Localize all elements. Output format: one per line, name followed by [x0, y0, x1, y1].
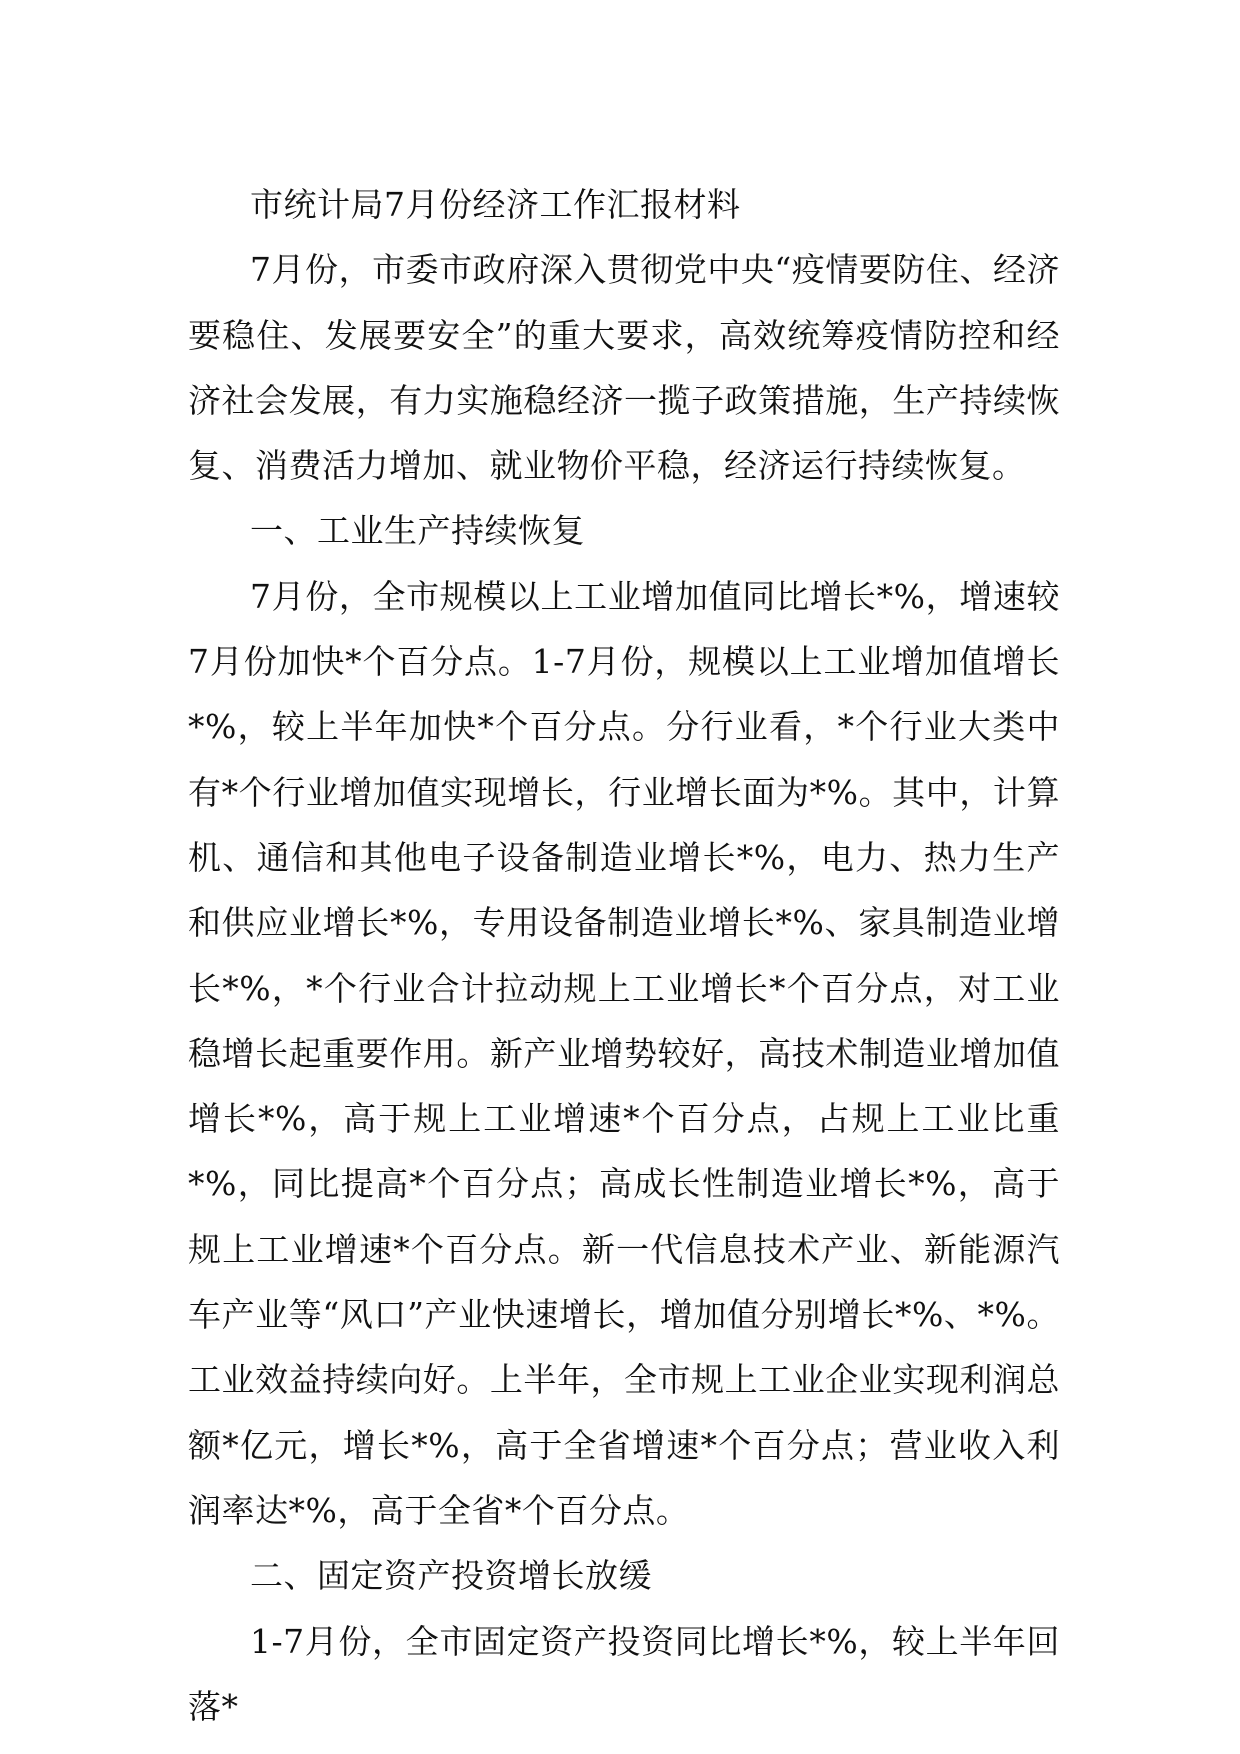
document-title: 市统计局7月份经济工作汇报材料	[250, 185, 741, 224]
section-heading-industry: 一、工业生产持续恢复	[250, 511, 585, 551]
section-heading-investment: 二、固定资产投资增长放缓	[250, 1556, 652, 1596]
paragraph-industry: 7月份，全市规模以上工业增加值同比增长*%，增速较7月份加快*个百分点。1-7月份，规模以上工业增加值增长*%，较上半年加快*个百分点。分行业看，*个行业大类中有*个行业增加值实现增长，行业增长面为*%。其中，计算机、通信和其他电子设备制造业增长*%，电力、热力生产和供应业增长*%，专用设备制造业增长*%、家具制造业增长*%，*个行业合计拉动规上工业增长*个百分点，对工业稳增长起重要作用。新产业增势较好，高技术制造业增加值增长*%，高于规上工业增速*个百分点，占规上工业比重*%，同比提高*个百分点；高成长性制造业增长*%，高于规上工业增速*个百分点。新一代信息技术产业、新能源汽车产业等“风口”产业快速增长，增加值分别增长*%、*%。工业效益持续向好。上半年，全市规上工业企业实现利润总额*亿元，增长*%，高于全省增速*个百分点；营业收入利润率达*%，高于全省*个百分点。	[188, 576, 1060, 1530]
document-page	[188, 172, 1060, 1739]
paragraph-intro: 7月份，市委市政府深入贯彻党中央“疫情要防住、经济要稳住、发展要安全”的重大要求，高效统筹疫情防控和经济社会发展，有力实施稳经济一揽子政策措施，生产持续恢复、消费活力增加、就业物价平稳，经济运行持续恢复。	[188, 250, 1060, 486]
paragraph-investment: 1-7月份，全市固定资产投资同比增长*%，较上半年回落*	[188, 1621, 1060, 1726]
